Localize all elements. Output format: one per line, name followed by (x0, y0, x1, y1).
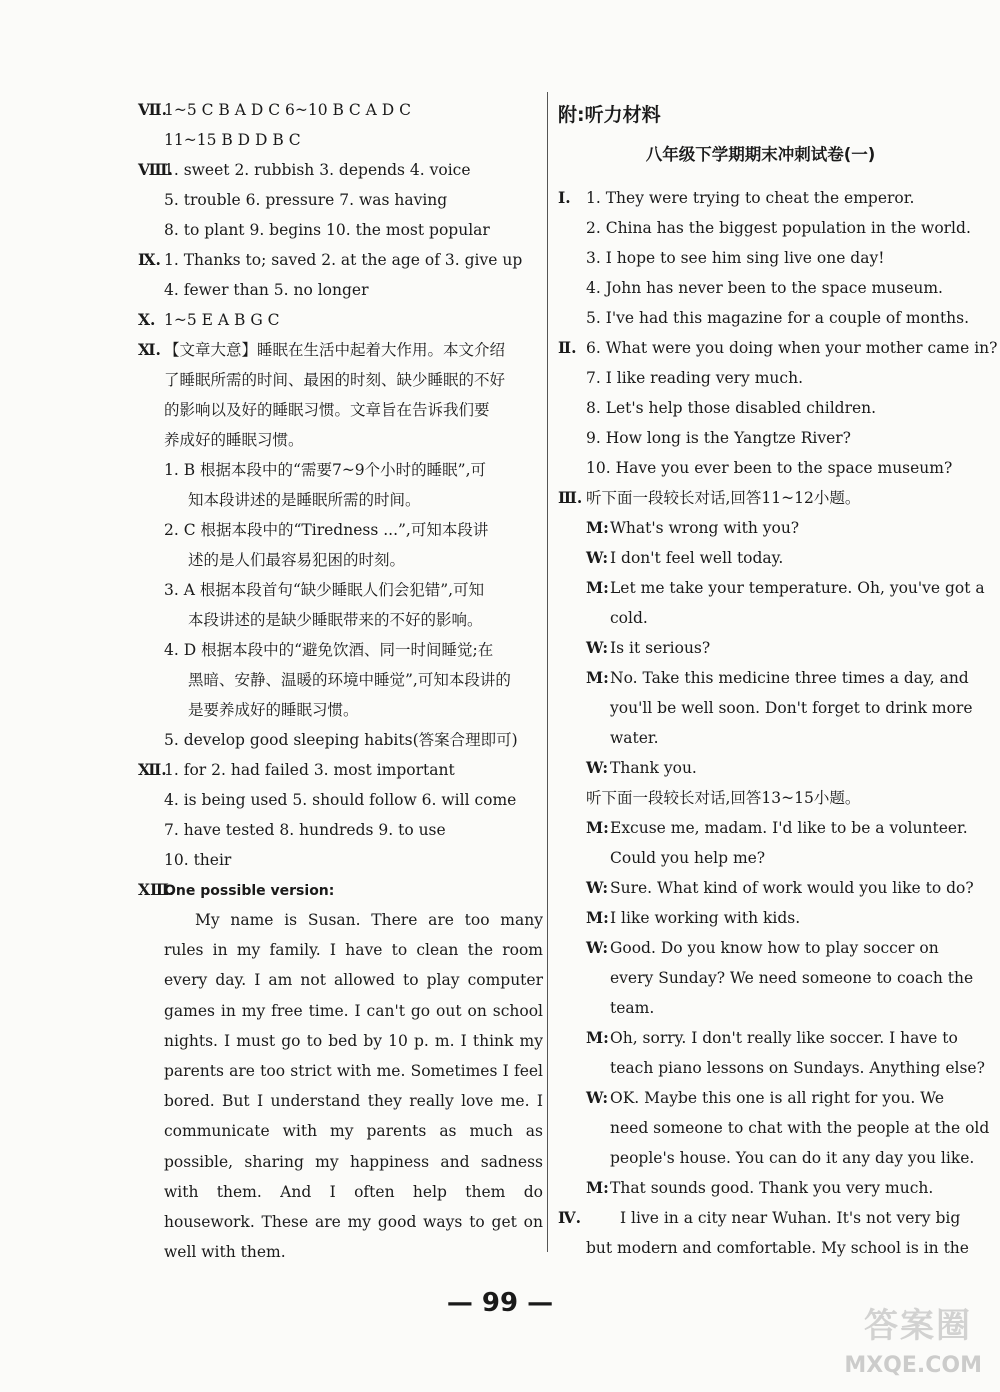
part-4-line1: Ⅳ. I live in a city near Wuhan. It's not very big (558, 1208, 961, 1227)
speaker-label: M: (586, 518, 609, 537)
section-7-number: Ⅶ. (138, 100, 168, 119)
section-11-summary-line: 了睡眠所需的时间、最困的时刻、缺少睡眠的不好 (164, 371, 506, 389)
dialog-line: M:No. Take this medicine three times a day, and (558, 663, 963, 693)
dialog-line: M:Oh, sorry. I don't really like soccer. I have to (558, 1023, 963, 1053)
section-11-answer-4-cont: 是要养成好的睡眠习惯。 (188, 701, 359, 719)
part-1-item: 4. John has never been to the space museum. (586, 279, 943, 297)
dialog-line: every Sunday? We need someone to coach the (610, 969, 974, 987)
section-12-line2: 4. is being used 5. should follow 6. will come (164, 791, 517, 809)
dialog-line: M:I like working with kids. (558, 903, 963, 933)
section-11-answer-2-cont: 述的是人们最容易犯困的时刻。 (188, 551, 406, 569)
section-13-essay: My name is Susan. There are too many rules in my family. I have to clean the room every day. I am not allowed to play computer games in my free time. I can't go out on school nights. I must go to bed by 10 p. m. I think my parents are too strict with me. Sometimes I feel bored. But I understand they really love me. I communicate with my parents as much as possible, sharing my happiness and sadness with them. And I often help them do housework. These are my good ways to get on well with them. (164, 911, 543, 1262)
speaker-label: W: (586, 938, 609, 957)
dialog-line: W: OK. Maybe this one is all right for you. We (558, 1083, 963, 1113)
left-column (138, 95, 543, 1267)
section-11-answer-3: 3. A 根据本段首句“缺少睡眠人们会犯错”,可知 (164, 581, 485, 599)
dialog-2 (558, 813, 990, 1203)
speaker-label: M: (586, 908, 609, 927)
dialog-line: team. (610, 999, 655, 1017)
section-12-line4: 10. their (164, 851, 232, 869)
section-12-line1: Ⅻ. 1. for 2. had failed 3. most important (138, 760, 455, 779)
dialog-line: Could you help me? (610, 849, 766, 867)
part-2-item: 8. Let's help those disabled children. (586, 399, 877, 417)
section-7-line2: 11~15 B D D B C (164, 131, 301, 149)
dialog-line: M:That sounds good. Thank you very much. (558, 1173, 963, 1203)
dialog-line: people's house. You can do it any day you like. (610, 1149, 975, 1167)
speaker-label: W: (586, 878, 609, 897)
section-11-summary-line: 的影响以及好的睡眠习惯。文章旨在告诉我们要 (164, 401, 490, 419)
speaker-label: W: (586, 1088, 609, 1107)
speaker-label: M: (586, 818, 609, 837)
section-9-line2: 4. fewer than 5. no longer (164, 281, 369, 299)
dialog-line: W: Thank you. (558, 753, 963, 783)
section-11-answer-4: 4. D 根据本段中的“避免饮酒、同一时间睡觉;在 (164, 641, 494, 659)
part-2-item: 9. How long is the Yangtze River? (586, 429, 851, 447)
section-11-answer-1-cont: 知本段讲述的是睡眠所需的时间。 (188, 491, 421, 509)
speaker-label: M: (586, 1028, 609, 1047)
speaker-label: W: (586, 548, 609, 567)
listening-heading: 附:听力材料 (558, 104, 661, 126)
section-11-summary-line: 养成好的睡眠习惯。 (164, 431, 304, 449)
section-7-line1: Ⅶ. 1~5 C B A D C 6~10 B C A D C (138, 95, 543, 125)
dialog-line: W: Good. Do you know how to play soccer on (558, 933, 963, 963)
listening-subtitle: 八年级下学期期末冲刺试卷(一) (645, 145, 876, 164)
watermark-logo: 答案圈 MXQE.COM (844, 1306, 982, 1378)
section-8-line2: 5. trouble 6. pressure 7. was having (164, 191, 448, 209)
part-2-item: 7. I like reading very much. (586, 369, 803, 387)
section-10-line1: Ⅹ. 1~5 E A B G C (138, 310, 280, 329)
section-11-answer-5: 5. develop good sleeping habits(答案合理即可) (164, 731, 518, 749)
part-2-item: Ⅱ. 6. What were you doing when your mother came in? (558, 338, 998, 357)
dialog-line: M:What's wrong with you? (558, 513, 963, 543)
dialog-1 (558, 513, 985, 783)
speaker-label: M: (586, 668, 609, 687)
dialog-line: W: I don't feel well today. (558, 543, 963, 573)
dialog-line: W: Is it serious? (558, 633, 963, 663)
dialog-line: M:Let me take your temperature. Oh, you've got a (558, 573, 963, 603)
part-2-item: 10. Have you ever been to the space museum? (586, 459, 953, 477)
speaker-label: M: (586, 1178, 609, 1197)
column-divider (547, 92, 548, 1252)
section-11-answer-1: 1. B 根据本段中的“需要7~9个小时的睡眠”,可 (164, 461, 487, 479)
part-1-item: 5. I've had this magazine for a couple of months. (586, 309, 970, 327)
dialog-line: teach piano lessons on Sundays. Anything else? (610, 1059, 985, 1077)
section-12-line3: 7. have tested 8. hundreds 9. to use (164, 821, 446, 839)
part-1-item: Ⅰ. 1. They were trying to cheat the emperor. (558, 188, 915, 207)
part-3-intro: Ⅲ. 听下面一段较长对话,回答11~12小题。 (558, 488, 861, 507)
dialog-line: W: Sure. What kind of work would you like to do? (558, 873, 963, 903)
section-9-line1: Ⅸ. 1. Thanks to; saved 2. at the age of 3. give up (138, 250, 523, 269)
part-4-line2: but modern and comfortable. My school is in the (586, 1239, 969, 1257)
dialog-line: M:Excuse me, madam. I'd like to be a volunteer. (558, 813, 963, 843)
section-8-line1: Ⅷ. 1. sweet 2. rubbish 3. depends 4. voice (138, 160, 471, 179)
dialog-line: you'll be well soon. Don't forget to drink more (610, 699, 973, 717)
part-3-intro-2: 听下面一段较长对话,回答13~15小题。 (586, 789, 861, 807)
page-number: — 99 — (446, 1288, 554, 1318)
speaker-label: M: (586, 578, 609, 597)
section-11-summary: Ⅺ. 【文章大意】睡眠在生活中起着大作用。本文介绍 (138, 340, 506, 359)
dialog-line: water. (610, 729, 659, 747)
section-11-answer-4-cont: 黑暗、安静、温暖的环境中睡觉”,可知本段讲的 (188, 671, 511, 689)
part-1-item: 3. I hope to see him sing live one day! (586, 249, 885, 267)
part-1-item: 2. China has the biggest population in the world. (586, 219, 971, 237)
section-13-label: ⅩⅢ. One possible version: (138, 880, 335, 899)
dialog-line: need someone to chat with the people at the old (610, 1119, 990, 1137)
speaker-label: W: (586, 758, 609, 777)
speaker-label: W: (586, 638, 609, 657)
right-column (558, 95, 998, 1263)
section-8-line3: 8. to plant 9. begins 10. the most popular (164, 221, 490, 239)
section-11-answer-3-cont: 本段讲述的是缺少睡眠带来的不好的影响。 (188, 611, 483, 629)
dialog-line: cold. (610, 609, 648, 627)
section-11-answer-2: 2. C 根据本段中的“Tiredness ...”,可知本段讲 (164, 521, 489, 539)
